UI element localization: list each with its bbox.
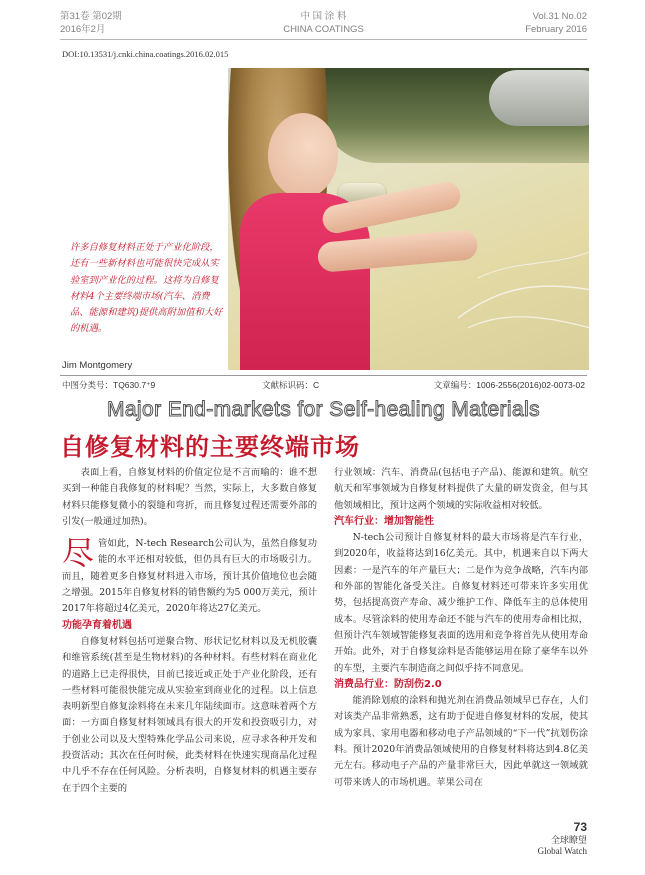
right-column [334, 465, 588, 791]
left-column [62, 465, 317, 797]
girl-face [268, 113, 338, 198]
section-heading-consumer: 消费品行业：防刮伤2.0 [334, 678, 442, 690]
header-volume-cn: 第31卷 第02期 [60, 11, 122, 22]
page-footer [538, 820, 587, 857]
header-center [60, 10, 587, 36]
paragraph-3: N-tech公司预计自修复材料的最大市场将是汽车行业，到2020年，收益将达到16亿美元。其中，机遇来自以下两大因素：一是汽车的年产量巨大；二是作为竞争战略，汽车内部和外部的智能化备受关注。自修复材料还可带来许多实用优势，包括提高资产寿命、减少维护工作、降低车主的总体使用成本。尽管涂料的使用寿命还不能与汽车的使用寿命相比拟，但预计汽车领域智能修复表面的选用和竞争将首先从使用寿命开始。此外，对于自修复涂料是否能够运用在除了豪华车以外的车型，主要汽车制造商之间似乎持不同意见。 [334, 532, 588, 674]
paragraph-1-text: 管如此，N-tech Research公司认为，虽然自修复功能的水平还相对较低，但仍具有巨大的市场吸引力。而且，随着更多自修复材料进入市场，预计其价值地位也会随之增强。2015年自修复材料的销售额约为5 000万美元，预计2017年将超过4亿美元，2020年将达27亿美元。 [62, 538, 317, 615]
drop-cap: 尽 [62, 534, 95, 573]
car-mirror [489, 70, 589, 126]
paragraph-4: 能消除划痕的涂料和抛光剂在消费品领域早已存在，人们对该类产品非常熟悉，这有助于促进自修复材料的发展，使其成为家具、家用电器和移动电子产品领域的“下一代”抗划伤涂料。预计2020年消费品领域使用的自修复材料将达到4.8亿美元左右。移动电子产品的产量非常巨大，因此单就这一领域就可带来诱人的市场机遇。苹果公司在 [334, 695, 588, 788]
clc-number: 中图分类号：TQ630.7⁺9 [62, 380, 156, 390]
scratch-marks [458, 218, 589, 338]
paragraph-1 [62, 536, 317, 617]
classification-divider [60, 375, 587, 376]
header-volume-en: Vol.31 No.02 [532, 11, 587, 22]
article-number: 文章编号：1006-2556(2016)02-0073-02 [433, 380, 585, 390]
intro-paragraph: 表面上看，自修复材料的价值定位是不言而喻的：谁不想买到一种能自我修复的材料呢？当然，实际上，大多数自修复材料只能修复微小的裂缝和弯折，而且修复过程还需要外部的引发(一般通过加热)。 [62, 467, 317, 527]
page-number: 73 [573, 820, 587, 834]
article-photo [228, 68, 589, 370]
section-heading-function: 功能孕育着机遇 [62, 619, 132, 631]
photo-credit: Jim Montgomery [62, 360, 133, 371]
section-name-cn: 全球瞭望 [550, 835, 587, 845]
header-date-cn: 2016年2月 [60, 24, 106, 35]
paragraph-0: 行业领域：汽车、消费品(包括电子产品)、能源和建筑。航空航天和军事领域为自修复材料提供了大量的研发资金，但与其他领域相比，预计这两个领域的实际收益相对较低。 [334, 467, 588, 511]
photo-caption: 许多自修复材料正处于产业化阶段，还有一些新材料也可能很快完成从实验室到产业化的过程。这将为自修复材料4个主要终端市场(汽车、消费品、能源和建筑)提供高附加值和大好的机遇。 [70, 242, 223, 335]
doi: DOI:10.13531/j.cnki.china.coatings.2016.02.015 [62, 49, 229, 59]
section-heading-automotive: 汽车行业：增加智能性 [334, 515, 434, 527]
header-divider [60, 39, 587, 40]
section-name-en: Global Watch [537, 846, 587, 856]
header-right [525, 10, 587, 36]
title-english: Major End-markets for Self-healing Materials [106, 398, 541, 421]
title-chinese: 自修复材料的主要终端市场 [60, 433, 360, 461]
paragraph-2: 自修复材料包括可逆聚合物、形状记忆材料以及无机胶囊和维管系统(甚至是生物材料)的各种材料。有些材料在商业化的道路上已走得很快，目前已接近或正处于产业化阶段，还有一些材料可能很快能完成从实验室到商业化的过程。以上信息表明新型自修复涂料将在未来几年陆续面市。这意味着两个方面：一方面自修复材料领域具有很大的开发和投资吸引力，对于创业公司以及大型特殊化学品公司来说，应寻求各种开发和投资活动；其次在任何时候，此类材料在快速实现商品化过程中几乎不存在任何风险。分析表明，自修复材料的机遇主要存在于四个主要的 [62, 635, 317, 794]
header-date-en: February 2016 [525, 24, 587, 35]
header-journal-en: CHINA COATINGS [283, 24, 364, 35]
document-code: 文献标识码：C [262, 380, 320, 390]
header-journal-cn: 中 国 涂 料 [300, 11, 347, 22]
classification-line [62, 379, 585, 393]
